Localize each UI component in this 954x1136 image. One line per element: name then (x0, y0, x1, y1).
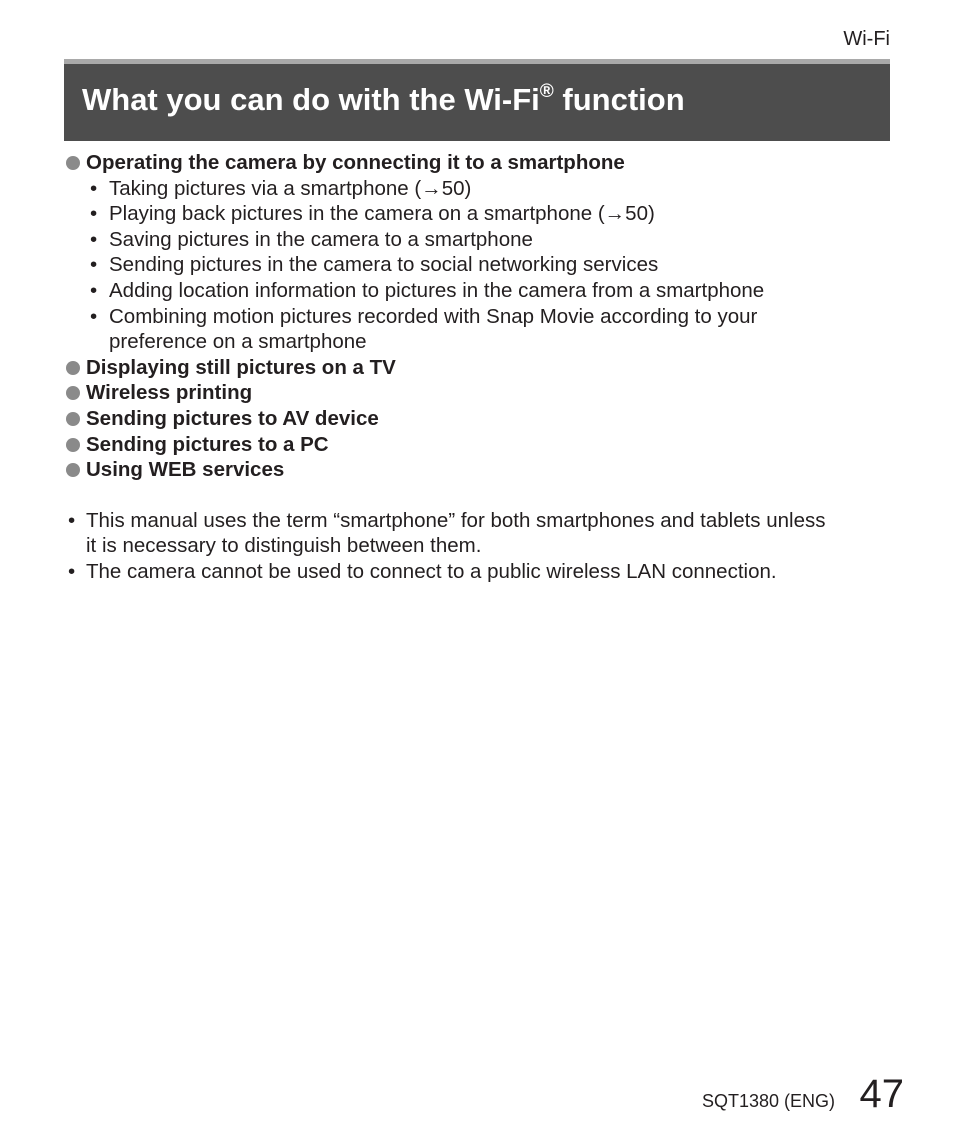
page-title: What you can do with the Wi-Fi® function (82, 81, 685, 117)
bullet-dot-icon (66, 386, 80, 400)
bullet-dot-icon (66, 156, 80, 170)
feature-heading: Sending pictures to a PC (66, 432, 896, 458)
content (66, 150, 896, 585)
registered-mark: ® (539, 81, 554, 102)
note-item: • This manual uses the term “smartphone” for both smartphones and tablets unless it is necessary to distinguish between them. (68, 508, 826, 558)
feature-sublist (66, 176, 896, 355)
list-item: • Taking pictures via a smartphone (→50) (90, 176, 472, 200)
notes-list (66, 508, 896, 585)
list-item: • Adding location information to pictures in the camera from a smartphone (90, 278, 765, 302)
bullet-dot-icon (66, 463, 80, 477)
list-item: • Combining motion pictures recorded with Snap Movie according to your preference on a smartphone (90, 304, 758, 354)
bullet-dot-icon (66, 412, 80, 426)
feature-heading: Displaying still pictures on a TV (66, 355, 896, 381)
feature-heading: Wireless printing (66, 380, 896, 406)
note-item: • The camera cannot be used to connect to a public wireless LAN connection. (68, 559, 777, 583)
section-label: Wi-Fi (843, 28, 890, 50)
list-item: • Playing back pictures in the camera on a smartphone (→50) (90, 202, 655, 226)
feature-heading: Using WEB services (66, 457, 896, 483)
bullet-dot-icon (66, 438, 80, 452)
feature-heading: Sending pictures to AV device (66, 406, 896, 432)
page-number: 47 (859, 1072, 904, 1116)
bullet-dot-icon (66, 361, 80, 375)
document-code: SQT1380 (ENG) (701, 1091, 835, 1111)
feature-heading: Operating the camera by connecting it to a smartphone (66, 150, 896, 176)
list-item: • Saving pictures in the camera to a smartphone (90, 227, 533, 251)
list-item: • Sending pictures in the camera to social networking services (90, 253, 659, 277)
title-bar (64, 59, 890, 141)
